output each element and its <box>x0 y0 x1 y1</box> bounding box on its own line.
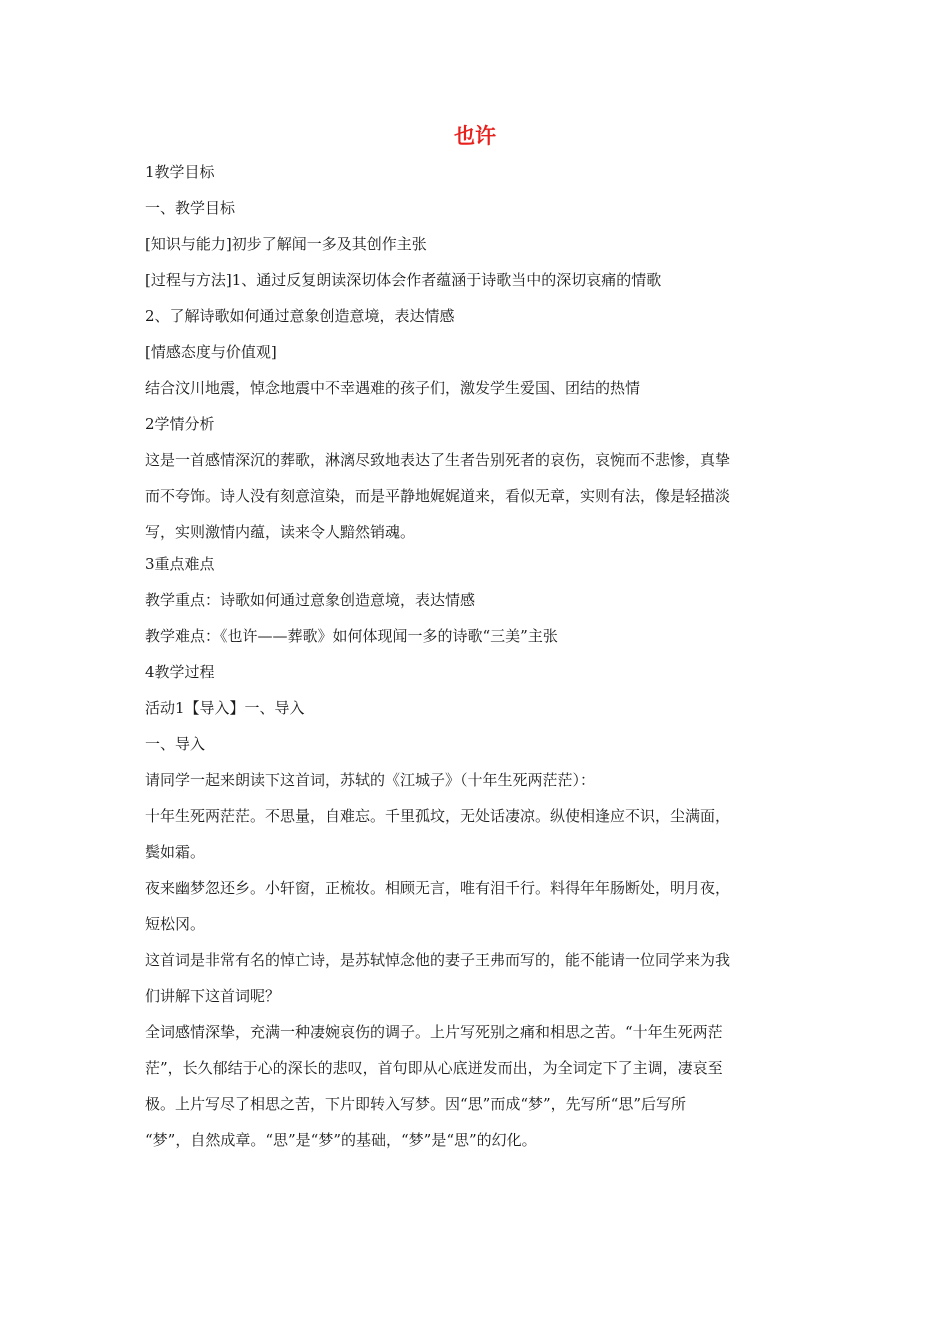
poem-analysis-line: 茫”，长久郁结于心的深长的悲叹，首句即从心底迸发而出，为全词定下了主调，凄哀至 <box>145 1059 723 1077</box>
poem-analysis-line: 极。上片写尽了相思之苦，下片即转入写梦。因“思”而成“梦”，先写所“思”后写所 <box>145 1095 687 1113</box>
poem-line: 短松冈。 <box>145 915 206 933</box>
intro-heading: 一、导入 <box>145 735 206 753</box>
poem-analysis-line: 全词感情深挚，充满一种凄婉哀伤的调子。上片写死别之痛和相思之苦。“十年生死两茫 <box>145 1023 723 1041</box>
analysis-line: 写，实则激情内蕴，读来令人黯然销魂。 <box>145 523 416 541</box>
heading-key-points: 3重点难点 <box>145 555 215 573</box>
heading-student-analysis: 2学情分析 <box>145 415 215 433</box>
discussion-line: 这首词是非常有名的悼亡诗，是苏轼悼念他的妻子王弗而写的，能不能请一位同学来为我 <box>145 951 731 969</box>
goal-process-2: 2、了解诗歌如何通过意象创造意境，表达情感 <box>145 307 455 325</box>
discussion-line: 们讲解下这首词呢？ <box>145 987 281 1005</box>
document-title: 也许 <box>454 124 496 148</box>
goal-process-1: [过程与方法]1、通过反复朗读深切体会作者蕴涵于诗歌当中的深切哀痛的情歌 <box>145 271 662 289</box>
analysis-paragraph <box>145 442 810 550</box>
discussion-paragraph <box>145 942 810 1014</box>
key-point: 教学重点：诗歌如何通过意象创造意境，表达情感 <box>145 591 476 609</box>
goal-emotion-text: 结合汶川地震，悼念地震中不幸遇难的孩子们，激发学生爱国、团结的热情 <box>145 379 641 397</box>
analysis-line: 这是一首感情深沉的葬歌，淋漓尽致地表达了生者告别死者的哀伤，哀惋而不悲惨，真挚 <box>145 451 731 469</box>
poem-analysis-line: “梦”，自然成章。“思”是“梦”的基础，“梦”是“思”的幻化。 <box>145 1131 537 1149</box>
poem-stanza-2 <box>145 870 810 942</box>
goal-emotion-heading: [情感态度与价值观] <box>145 343 277 361</box>
heading-teaching-goals: 1教学目标 <box>145 163 215 181</box>
subheading-teaching-goals: 一、教学目标 <box>145 199 236 217</box>
activity-1-heading: 活动1【导入】一、导入 <box>145 699 305 717</box>
analysis-line: 而不夸饰。诗人没有刻意渲染，而是平静地娓娓道来，看似无章，实则有法，像是轻描淡 <box>145 487 731 505</box>
analysis-of-poem-paragraph <box>145 1014 810 1158</box>
intro-instruction: 请同学一起来朗读下这首词，苏轼的《江城子》（十年生死两茫茫）： <box>145 771 596 789</box>
heading-teaching-process: 4教学过程 <box>145 663 215 681</box>
poem-line: 鬓如霜。 <box>145 843 206 861</box>
poem-stanza-1 <box>145 798 810 870</box>
document-body <box>145 160 810 1158</box>
goal-knowledge: [知识与能力]初步了解闻一多及其创作主张 <box>145 235 427 253</box>
poem-line: 夜来幽梦忽还乡。小轩窗，正梳妆。相顾无言，唯有泪千行。料得年年肠断处，明月夜， <box>145 879 731 897</box>
difficult-point: 教学难点：《也许——葬歌》如何体现闻一多的诗歌“三美”主张 <box>145 627 558 645</box>
poem-line: 十年生死两茫茫。不思量，自难忘。千里孤坟，无处话凄凉。纵使相逢应不识，尘满面， <box>145 807 731 825</box>
